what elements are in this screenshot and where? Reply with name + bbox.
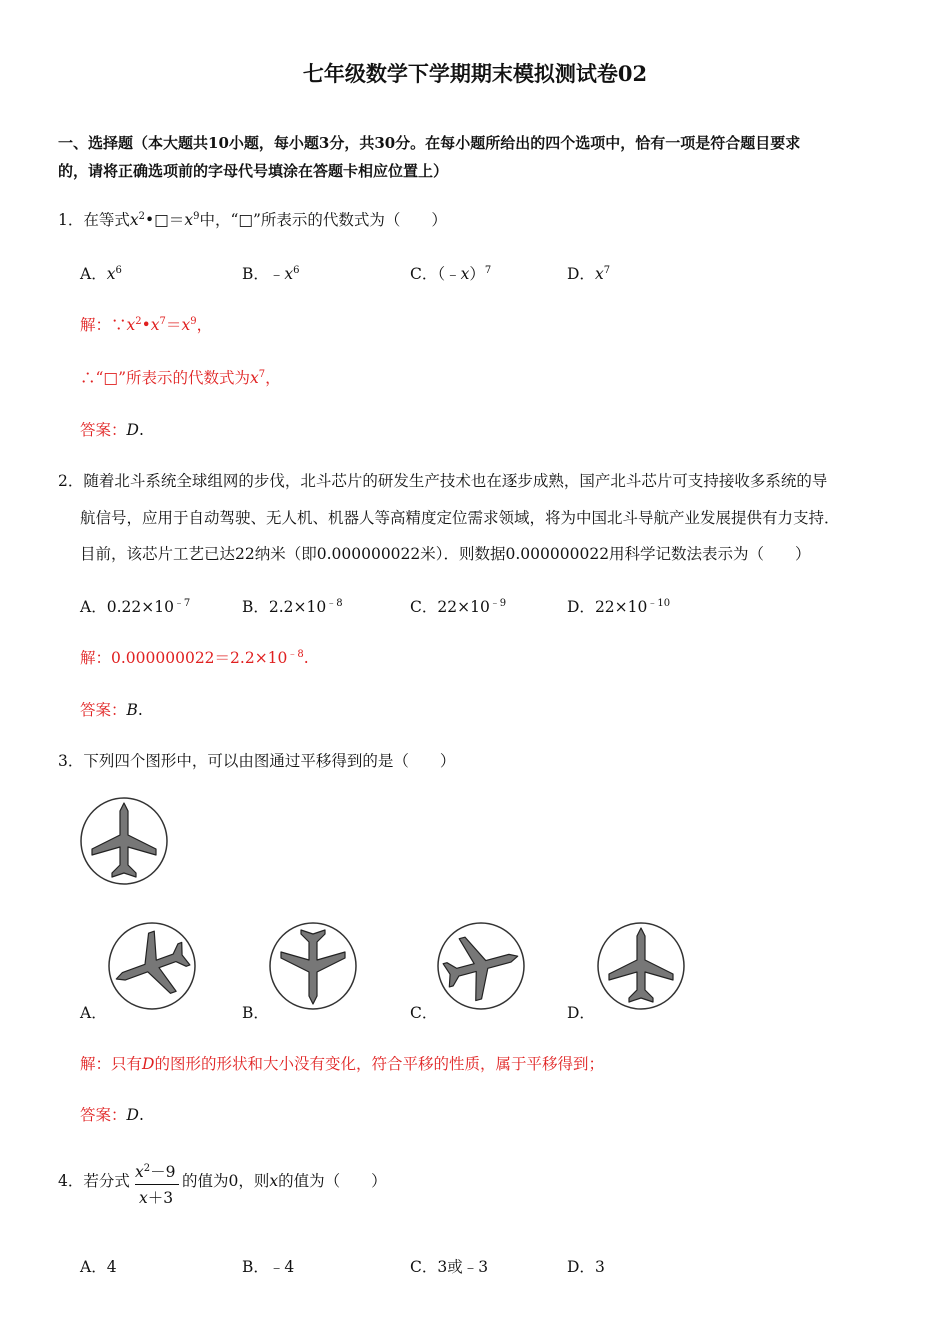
q3-solution: 解：只有D的图形的形状和大小没有变化，符合平移的性质，属于平移得到； xyxy=(80,1055,604,1073)
q4-option-b: B．﹣4 xyxy=(242,1258,295,1276)
plane-option-d-figure xyxy=(596,921,686,1011)
q1-option-b: B．$﹣x^6$ xyxy=(242,264,300,283)
question-2-line3: 目前，该芯片工艺已达22纳米（即0.000000022米）．则数据0.000000022用科学记数法表示为（ ） xyxy=(80,545,811,563)
q3-option-b-label: B． xyxy=(242,1004,269,1022)
plane-option-b-figure xyxy=(268,921,358,1011)
q1-solution-line1: 解：$\because x^2•x^7=x^9$， xyxy=(80,315,213,334)
plane-option-c-figure xyxy=(436,921,526,1011)
section-heading-line2: 的，请将正确选项前的字母代号填涂在答题卡相应位置上） xyxy=(58,162,449,180)
question-4-post: 的值为0，则x的值为（ ） xyxy=(182,1172,387,1190)
question-4-pre: 4．若分式 xyxy=(58,1172,130,1190)
q1-option-d: D．$x^7$ xyxy=(567,264,611,283)
question-1-stem: 1．在等式$x^2•□=x^9$中，“□”所表示的代数式为（ ） xyxy=(58,210,447,229)
q1-option-c: C．（﹣x）$^7$ xyxy=(410,264,492,283)
page-title: 七年级数学下学期期末模拟测试卷02 xyxy=(302,61,648,86)
q2-option-b: B．$2.2\times 10^{﹣8}$ xyxy=(242,597,343,616)
original-plane-figure xyxy=(79,796,169,886)
fraction-numerator: $x^2-9$ xyxy=(135,1162,176,1181)
fraction-bar xyxy=(135,1184,179,1185)
fraction-denominator: x＋3 xyxy=(139,1189,174,1207)
q1-option-a: A．$x^6$ xyxy=(80,264,122,283)
plane-option-a-figure xyxy=(107,921,197,1011)
q3-option-d-label: D． xyxy=(567,1004,595,1022)
q3-answer: 答案：D. xyxy=(80,1106,144,1124)
q2-option-d: D．$22\times 10^{﹣10}$ xyxy=(567,597,671,616)
q1-solution-line2: ∴“□”所表示的代数式为$x^7$， xyxy=(80,368,281,387)
question-2-line1: 2．随着北斗系统全球组网的步伐，北斗芯片的研发生产技术也在逐步成熟，国产北斗芯片可支持接收多系统的导 xyxy=(58,472,828,490)
q2-option-a: A．$0.22\times 10^{﹣7}$ xyxy=(80,597,191,616)
q4-option-d: D．3 xyxy=(567,1258,605,1276)
fraction xyxy=(135,1160,181,1214)
section-heading-line1: 一、选择题（本大题共10小题，每小题3分，共30分。在每小题所给出的四个选项中，恰有一项是符合题目要求 xyxy=(58,134,801,152)
q1-answer: 答案：D. xyxy=(80,421,144,439)
q3-option-c-label: C． xyxy=(410,1004,438,1022)
question-3-stem: 3．下列四个图形中，可以由图通过平移得到的是（ ） xyxy=(58,752,456,770)
q4-option-c: C．3或﹣3 xyxy=(410,1258,489,1276)
q3-option-a-label: A． xyxy=(80,1004,107,1022)
q2-option-c: C．$22\times 10^{﹣9}$ xyxy=(410,597,507,616)
q4-option-a: A．4 xyxy=(80,1258,117,1276)
question-2-line2: 航信号，应用于自动驾驶、无人机、机器人等高精度定位需求领域，将为中国北斗导航产业发展提供有力支持． xyxy=(80,509,840,527)
q2-answer: 答案：B. xyxy=(80,701,143,719)
q2-solution: 解：$0.000000022=2.2\times 10^{﹣8}$. xyxy=(80,648,309,667)
